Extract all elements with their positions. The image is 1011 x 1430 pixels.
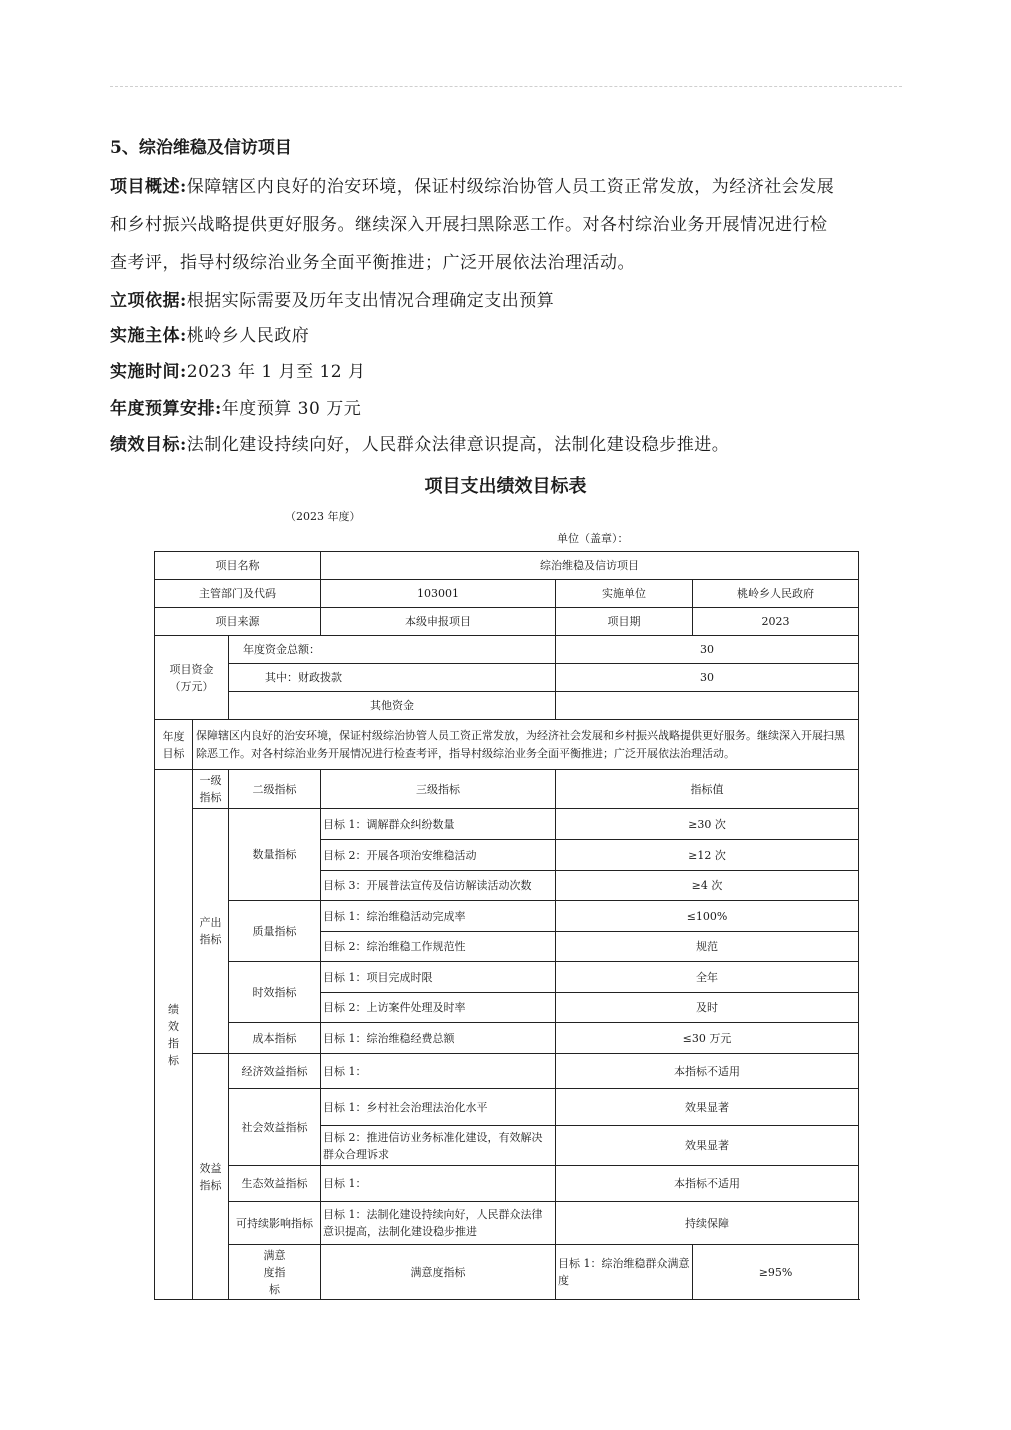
other-funds-label: 其他资金 (229, 692, 556, 720)
output-label-b: 指标 (199, 933, 222, 946)
benefit-label-a: 效益 (199, 1161, 222, 1175)
performance-target-table (154, 551, 859, 1300)
time-text: 2023 年 1 月至 12 月 (186, 362, 366, 382)
target-cell: 目标 1：法制化建设持续向好，人民群众法律意识提高，法制化建设稳步推进 (321, 1202, 556, 1245)
period-label: 项目期 (556, 608, 693, 636)
value-cell: 持续保障 (556, 1202, 859, 1245)
target-cell: 目标 1：综治维稳活动完成率 (321, 901, 556, 932)
target-cell: 目标 1： (321, 1166, 556, 1202)
source-label: 项目来源 (155, 608, 321, 636)
hdr-value: 指标值 (556, 770, 859, 809)
project-basis (110, 282, 910, 320)
sat-label-part: 满意 (263, 1248, 286, 1262)
fiscal-label: 其中：财政拨款 (229, 664, 556, 692)
table-row (155, 1202, 859, 1245)
value-cell: 效果显著 (556, 1089, 859, 1126)
table-row (155, 962, 859, 993)
value-cell: ≤100% (556, 901, 859, 932)
target-cell: 目标 1：项目完成时限 (321, 962, 556, 993)
sustainable-indicator: 可持续影响指标 (229, 1202, 321, 1245)
target-cell: 目标 1：综治维稳经费总额 (321, 1023, 556, 1054)
funds-label-2: （万元） (169, 679, 214, 693)
satisfaction-indicators-label (229, 1245, 321, 1300)
table-row (155, 901, 859, 932)
output-indicators-label (193, 809, 229, 1054)
funds-label (155, 636, 229, 720)
value-cell: ≥12 次 (556, 840, 859, 871)
year-note: （2023 年度） (285, 510, 361, 523)
table-row (155, 720, 859, 770)
value-cell: 规范 (556, 932, 859, 962)
hdr-level1 (193, 770, 229, 809)
unit-note: 单位（盖章）： (557, 532, 629, 545)
implementation-time (110, 353, 910, 391)
target-cell: 目标 1： (321, 1054, 556, 1089)
cost-indicator: 成本指标 (229, 1023, 321, 1054)
sat-label-part: 度指 (263, 1265, 286, 1279)
value-cell: 及时 (556, 993, 859, 1023)
benefit-label-b: 指标 (199, 1178, 222, 1192)
project-name-value: 综治维稳及信访项目 (321, 552, 859, 580)
table-row (155, 1089, 859, 1126)
subject-text: 桃岭乡人民政府 (186, 326, 310, 346)
overview-text-3: 查考评，指导村级综治业务全面平衡推进；广泛开展依法治理活动。 (110, 253, 635, 273)
annual-goal-label-2: 目标 (162, 746, 185, 760)
period-value: 2023 (693, 608, 859, 636)
overview-text-2: 和乡村振兴战略提供更好服务。继续深入开展扫黑除恶工作。对各村综治业务开展情况进行检 (110, 215, 828, 235)
dept-label: 主管部门及代码 (155, 580, 321, 608)
project-overview (110, 168, 910, 282)
table-row (155, 636, 859, 664)
hdr-level2: 二级指标 (229, 770, 321, 809)
table-row (155, 809, 859, 840)
table-row (155, 552, 859, 580)
table-row (155, 1054, 859, 1089)
other-funds-value (556, 692, 859, 720)
table-title: 项目支出绩效目标表 (424, 476, 587, 497)
table-row (155, 664, 859, 692)
performance-indicators-label (155, 770, 193, 1300)
subject-label: 实施主体: (110, 326, 187, 346)
target-cell: 目标 2：上访案件处理及时率 (321, 993, 556, 1023)
hdr-level1-a: 一级 (199, 774, 222, 787)
economic-indicator: 经济效益指标 (229, 1054, 321, 1089)
table-row (155, 1166, 859, 1202)
basis-text: 根据实际需要及历年支出情况合理确定支出预算 (186, 291, 555, 311)
annual-budget (110, 390, 910, 428)
annual-goal-label (155, 720, 193, 770)
table-row (155, 608, 859, 636)
overview-label: 项目概述: (110, 177, 187, 197)
source-value: 本级申报项目 (321, 608, 556, 636)
fiscal-value: 30 (556, 664, 859, 692)
table-row (155, 1245, 859, 1300)
hdr-level1-b: 指标 (199, 791, 222, 804)
performance-goal (110, 426, 910, 464)
perf-char: 效 (168, 1019, 179, 1033)
value-cell: ≤30 万元 (556, 1023, 859, 1054)
table-row (155, 580, 859, 608)
annual-goal-label-1: 年度 (162, 729, 185, 743)
target-cell: 目标 1：调解群众纠纷数量 (321, 809, 556, 840)
section-heading: 5、综治维稳及信访项目 (110, 138, 292, 158)
perf-char: 标 (168, 1053, 179, 1067)
basis-label: 立项依据: (110, 291, 187, 311)
sat-label-part: 标 (269, 1282, 280, 1296)
value-cell: ≥4 次 (556, 871, 859, 901)
hdr-level3: 三级指标 (321, 770, 556, 809)
top-divider (110, 86, 902, 87)
quantity-indicator: 数量指标 (229, 809, 321, 901)
table-row (155, 1023, 859, 1054)
perf-char: 指 (168, 1036, 179, 1050)
target-cell: 目标 1：综治维稳群众满意度 (556, 1245, 693, 1300)
ecological-indicator: 生态效益指标 (229, 1166, 321, 1202)
budget-text: 年度预算 30 万元 (221, 399, 362, 419)
annual-total-label: 年度资金总额： (229, 636, 556, 664)
target-cell: 目标 2：推进信访业务标准化建设，有效解决群众合理诉求 (321, 1126, 556, 1166)
funds-label-1: 项目资金 (169, 662, 214, 676)
time-label: 实施时间: (110, 362, 187, 382)
impl-unit-label: 实施单位 (556, 580, 693, 608)
goal-text: 法制化建设持续向好，人民群众法律意识提高，法制化建设稳步推进。 (186, 435, 730, 455)
project-name-label: 项目名称 (155, 552, 321, 580)
table-row (155, 692, 859, 720)
value-cell: ≥30 次 (556, 809, 859, 840)
quality-indicator: 质量指标 (229, 901, 321, 962)
perf-char: 绩 (168, 1002, 179, 1016)
satisfaction-sub-indicator: 满意度指标 (321, 1245, 556, 1300)
timeliness-indicator: 时效指标 (229, 962, 321, 1023)
budget-label: 年度预算安排: (110, 399, 222, 419)
value-cell: 全年 (556, 962, 859, 993)
value-cell: 效果显著 (556, 1126, 859, 1166)
table-row (155, 770, 859, 809)
value-cell: 本指标不适用 (556, 1054, 859, 1089)
annual-goal-text: 保障辖区内良好的治安环境，保证村级综治协管人员工资正常发放，为经济社会发展和乡村振兴战略提供更好服务。继续深入开展扫黑除恶工作。对各村综治业务开展情况进行检查考评，指导村级综治业务全面平衡推进；广泛开展依法治理活动。 (193, 720, 859, 770)
value-cell: 本指标不适用 (556, 1166, 859, 1202)
overview-text-1: 保障辖区内良好的治安环境，保证村级综治协管人员工资正常发放，为经济社会发展 (186, 177, 835, 197)
dept-code: 103001 (321, 580, 556, 608)
social-indicator: 社会效益指标 (229, 1089, 321, 1166)
impl-unit-value: 桃岭乡人民政府 (693, 580, 859, 608)
target-cell: 目标 1：乡村社会治理法治化水平 (321, 1089, 556, 1126)
value-cell: ≥95% (693, 1245, 859, 1300)
benefit-indicators-label (193, 1054, 229, 1300)
implementing-subject (110, 317, 910, 355)
output-label-a: 产出 (199, 916, 222, 929)
target-cell: 目标 2：综治维稳工作规范性 (321, 932, 556, 962)
target-cell: 目标 2：开展各项治安维稳活动 (321, 840, 556, 871)
annual-total-value: 30 (556, 636, 859, 664)
goal-label: 绩效目标: (110, 435, 187, 455)
target-cell: 目标 3：开展普法宣传及信访解读活动次数 (321, 871, 556, 901)
